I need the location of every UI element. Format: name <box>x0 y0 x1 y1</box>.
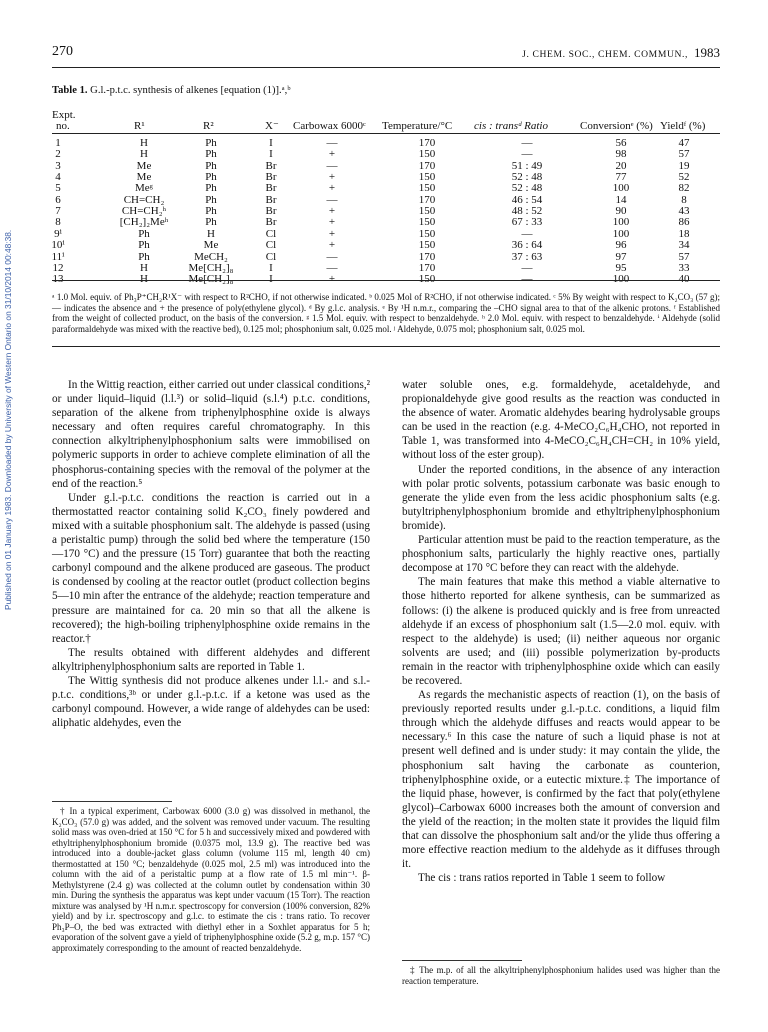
cell-conversion: 56 <box>615 137 627 149</box>
cell-x: Br <box>265 205 277 218</box>
cell-ratio: 52 : 48 <box>511 182 543 195</box>
cell-yield: 57 <box>678 148 690 161</box>
cell-r2: Ph <box>205 193 217 206</box>
table-bottom-rule <box>52 280 720 281</box>
cell-ratio: 51 : 49 <box>511 159 543 172</box>
cell-carbowax: + <box>328 171 336 184</box>
cell-carbowax: + <box>328 205 336 218</box>
cell-r2: Ph <box>205 148 217 161</box>
table-header <box>52 110 720 132</box>
cell-carbowax: + <box>328 216 336 229</box>
table-row <box>52 172 720 183</box>
header-no: no. <box>56 120 70 132</box>
cell-ratio: 36 : 64 <box>511 239 543 252</box>
cell-temperature: 150 <box>418 273 436 286</box>
table-title: G.l.-p.t.c. synthesis of alkenes [equation (1)].ᵃ,ᵇ <box>87 85 291 96</box>
cell-yield: 8 <box>681 193 687 206</box>
body-paragraph: The main features that make this method a viable alternative to those hitherto reported for alkene synthesis, can be summarized as follows: (i) the alkene is produced quickly and is free from unreacted aldehyde if an excess of phosphonium salt (1.5—2.0 mol. equiv. with respect to the aldehyde) is used; (ii) neither aqueous nor organic solvents are used; and (iii) possible polymerization by-products remain in the reactor with triphenylphosphine oxide which can easily be recovered. <box>402 576 720 687</box>
cell-r1: H <box>140 148 148 161</box>
cell-r1: Me <box>136 159 152 172</box>
cell-conversion: 98 <box>615 148 627 161</box>
journal-name: J. CHEM. SOC., CHEM. COMMUN., <box>522 49 688 60</box>
cell-conversion: 100 <box>612 273 630 286</box>
table-row <box>52 240 720 251</box>
table-row <box>52 263 720 274</box>
cell-ratio: — <box>521 261 533 274</box>
cell-yield: 82 <box>678 182 690 195</box>
cell-carbowax: + <box>328 273 336 286</box>
table-row <box>52 252 720 263</box>
table-row <box>52 195 720 206</box>
table-row <box>52 138 720 149</box>
cell-r1: H <box>140 273 148 286</box>
header-yield: Yieldᶠ (%) <box>660 120 706 132</box>
cell-carbowax: + <box>328 148 336 161</box>
cell-expt: 6 <box>55 193 61 206</box>
body-left-column <box>52 378 370 730</box>
table-header-rule <box>52 133 720 134</box>
table-row <box>52 149 720 160</box>
cell-temperature: 170 <box>418 250 436 263</box>
cell-carbowax: + <box>328 227 336 240</box>
cell-expt: 1 <box>55 137 61 149</box>
header-expt: Expt. <box>52 109 76 121</box>
cell-expt: 3 <box>55 159 61 172</box>
cell-yield: 34 <box>678 239 690 252</box>
cell-expt: 13 <box>52 273 64 286</box>
footnote-text: † In a typical experiment, Carbowax 6000 (3.0 g) was dissolved in methanol, the K₂CO₃ (57.0 g) was added, and the solvent was removed under vacuum. The resulting solid mass was oven-dried at 150 °C for 5 h and successively mixed and powdered with ethyltriphenylphosphonium bromide (0.0375 mol, 13.9 g). The reactive bed was introduced into a double-jacket glass column (volume 115 ml, length 40 cm) thermostatted at 150 °C; benzaldehyde (0.025 mol, 2.5 ml) was introduced into the column with the aid of a peristaltic pump at a flow rate of 1.5 ml min⁻¹. β-Methylstyrene (2.4 g) was collected at the column outlet by condensation within 30 min. During the synthesis the apparatus was kept under vacuum (15 Torr). The reaction mixture was analysed by ¹H n.m.r. spectroscopy for conversion (100% conversion, 82% yield) and by i.r. spectroscopy and g.l.c. to estimate the cis : trans ratio. To recover Ph₃P–O, the bed was extracted with diethyl ether in a Soxhlet apparatus for 5 h; evaporation of the solvent gave a yield of triphenylphosphine oxide (5.2 g, m.p. 157 °C) approximately corresponding to the amount of reacted benzaldehyde. <box>52 806 370 953</box>
cell-yield: 19 <box>678 159 690 172</box>
cell-ratio: 48 : 52 <box>511 205 543 218</box>
cell-x: I <box>269 137 273 149</box>
body-right-column <box>402 378 720 885</box>
cell-conversion: 100 <box>612 227 630 240</box>
cell-ratio: — <box>521 137 533 149</box>
cell-conversion: 100 <box>612 182 630 195</box>
cell-temperature: 170 <box>418 261 436 274</box>
cell-x: Br <box>265 216 277 229</box>
cell-ratio: — <box>521 227 533 240</box>
cell-x: Br <box>265 193 277 206</box>
header-x: X⁻ <box>265 120 279 132</box>
cell-temperature: 150 <box>418 182 436 195</box>
body-paragraph: The Wittig synthesis did not produce alkenes under l.l.- and s.l.-p.t.c. conditions,³ᵇ or under g.l.-p.t.c. if a ketone was used as the carbonyl compound. However, a wide range of aldehydes can be used: aliphatic aldehydes, even the <box>52 674 370 730</box>
cell-x: I <box>269 261 273 274</box>
cell-r1: Meᵍ <box>135 182 153 195</box>
cell-x: I <box>269 273 273 286</box>
cell-yield: 43 <box>678 205 690 218</box>
cell-ratio: 37 : 63 <box>511 250 543 263</box>
cell-carbowax: — <box>326 193 338 206</box>
cell-r2: Me <box>203 239 219 252</box>
cell-expt: 2 <box>55 148 61 161</box>
page-number: 270 <box>52 44 73 59</box>
footnote-double-dagger <box>402 965 720 986</box>
table-row <box>52 183 720 194</box>
cell-conversion: 20 <box>615 159 627 172</box>
cell-expt: 5 <box>55 182 61 195</box>
body-paragraph: Particular attention must be paid to the reaction temperature, as the phosphonium salts, particularly the highly reactive ones, partially decompose at 170 °C before they can react with the aldehyde. <box>402 534 720 575</box>
footnote-rule-right <box>402 960 522 961</box>
cell-conversion: 97 <box>615 250 627 263</box>
cell-x: Cl <box>265 227 277 240</box>
cell-ratio: 52 : 48 <box>511 171 543 184</box>
header-r1: R¹ <box>134 120 145 132</box>
cell-temperature: 170 <box>418 137 436 149</box>
cell-temperature: 150 <box>418 216 436 229</box>
body-paragraph: As regards the mechanistic aspects of reaction (1), on the basis of previously reported results under g.l.-p.t.c. conditions, a liquid film through which the aldehyde diffuses and reacts would appear to be necessary.⁶ In this case the nature of such a liquid phase is not at present well defined and is under study: it may contain the ylide, the phosphonium salt having the carbonate as counterion, triphenylphosphine oxide, or a eutectic mixture.‡ The importance of the liquid phase, however, is confirmed by the fact that poly(ethylene glycol)–Carbowax 6000 increases both the amount of conversion and the yield of the reaction; in the molten state it provides the liquid film that can dissolve the phosphonium salt and/or the ylide thus offering a more effective reaction medium to the aldehyde as it diffuses through it. <box>402 689 720 871</box>
cell-temperature: 170 <box>418 193 436 206</box>
cell-r1: Me <box>136 171 152 184</box>
cell-temperature: 150 <box>418 171 436 184</box>
cell-yield: 52 <box>678 171 690 184</box>
body-paragraph: In the Wittig reaction, either carried out under classical conditions,² or under liquid–liquid (l.l.³) or solid–liquid (s.l.⁴) p.t.c. conditions, separation of the alkene from triphenylphosphine oxide is always necessary and often requires careful chromatography. In this connection alkyltriphenylphosphonium salts were immobilised on polymeric supports in order to achieve complete elimination of all the phosphorus-containing species with the removal of the polymer at the end of the reaction.⁵ <box>52 379 370 490</box>
cell-temperature: 150 <box>418 148 436 161</box>
cell-carbowax: — <box>326 261 338 274</box>
cell-r2: Ph <box>205 159 217 172</box>
cell-ratio: — <box>521 273 533 286</box>
cell-r2: Ph <box>205 171 217 184</box>
cell-r1: Ph <box>138 250 150 263</box>
cell-conversion: 14 <box>615 193 627 206</box>
cell-yield: 33 <box>678 261 690 274</box>
table-row <box>52 161 720 172</box>
journal-title <box>522 45 720 61</box>
cell-r1: Ph <box>138 239 150 252</box>
cell-expt: 8 <box>55 216 61 229</box>
footnote-dagger <box>52 806 370 953</box>
header-ratio: cis : transᵈ Ratio <box>474 120 548 132</box>
cell-yield: 47 <box>678 137 690 149</box>
cell-temperature: 170 <box>418 159 436 172</box>
cell-carbowax: — <box>326 159 338 172</box>
cell-expt: 4 <box>55 171 61 184</box>
table-footnotes: ᵃ 1.0 Mol. equiv. of Ph₃P⁺CH₂R¹X⁻ with respect to R²CHO, if not otherwise indicated. ᵇ 0.025 Mol of R²CHO, if not otherwise indicated. ᶜ 5% By weight with respect to K₂CO₃ (57 g); — indicates the absence and + the presence of poly(ethylene glycol). ᵈ By g.l.c. analysis. ᵉ By ¹H n.m.r., comparing the –CHO signal area to that of the alkenic protons. ᶠ Established from the weight of collected product, on the basis of the conversion. ᵍ 1.5 Mol. equiv. with respect to benzaldehyde. ʰ 2.0 Mol. equiv. with respect to benzaldehyde. ⁱ Aldehyde (solid paraformaldehyde was mixed with the reactive bed), 0.125 mol; phosphonium salt, 0.025 mol. ʲ Aldehyde, 0.075 mol; phosphonium salt, 0.025 mol. <box>52 292 720 334</box>
running-header <box>52 44 720 62</box>
cell-yield: 18 <box>678 227 690 240</box>
journal-year: 1983 <box>694 45 720 60</box>
cell-ratio: 67 : 33 <box>511 216 543 229</box>
header-conversion: Conversionᵉ (%) <box>580 120 653 132</box>
cell-temperature: 150 <box>418 239 436 252</box>
download-watermark: Published on 01 January 1983. Downloaded by University of Western Ontario on 31/10/2014 00:48:38. <box>3 229 13 611</box>
cell-r1: H <box>140 137 148 149</box>
cell-yield: 57 <box>678 250 690 263</box>
body-paragraph: water soluble ones, e.g. formaldehyde, acetaldehyde, and propionaldehyde give good results as the reaction was conducted in the absence of water. Aromatic aldehydes bearing hydrolysable groups can be used in the reaction (e.g. 4-MeCO₂C₆H₄CHO, not reported in Table 1, was transformed into 4-MeCO₂C₆H₄CH=CH₂ in 10% yield, without loss of the ester group). <box>402 379 720 462</box>
cell-r2: H <box>207 227 215 240</box>
cell-x: I <box>269 148 273 161</box>
cell-conversion: 95 <box>615 261 627 274</box>
table-row <box>52 206 720 217</box>
cell-carbowax: — <box>326 137 338 149</box>
footnote-rule-left <box>52 801 172 802</box>
header-carbowax: Carbowax 6000ᶜ <box>293 120 366 132</box>
cell-yield: 40 <box>678 273 690 286</box>
cell-r1: [CH₂]₂Meʰ <box>119 216 169 229</box>
cell-r1: H <box>140 261 148 274</box>
cell-ratio: — <box>521 148 533 161</box>
body-paragraph: Under g.l.-p.t.c. conditions the reaction is carried out in a thermostatted reactor containing solid K₂CO₃ finely powdered and mixed with a suitable phosphonium salt. The aldehyde is passed (using a peristaltic pump) through the solid bed where the temperature (150—170 °C) and the pressure (15 Torr) guarantee that both the reacting carbonyl compound and the alkene produced are gaseous. The product is condensed by cooling at the reactor outlet (product collection begins 5—10 min after the entrance of the aldehyde; reaction temperature and pressure are maintained for ca. 20 min so that all the alkene is recovered); the high-boiling triphenylphosphine oxide remains in the reactor.† <box>52 491 370 645</box>
table-label: Table 1. <box>52 85 88 96</box>
cell-expt: 12 <box>52 261 64 274</box>
body-paragraph: The cis : trans ratios reported in Table 1 seem to follow <box>418 872 666 885</box>
cell-conversion: 90 <box>615 205 627 218</box>
header-rule <box>52 67 720 68</box>
cell-conversion: 96 <box>615 239 627 252</box>
body-paragraph: Under the reported conditions, in the absence of any interaction with polar protic solvents, potassium carbonate was basic enough to generate the ylide even from the less acidic phosphonium salts (e.g. butyltriphenylphosphonium bromide and ethyltriphenylphosphonium bromide). <box>402 463 720 532</box>
cell-expt: 9ⁱ <box>54 227 62 240</box>
cell-r2: Ph <box>205 216 217 229</box>
cell-expt: 7 <box>55 205 61 218</box>
cell-x: Br <box>265 159 277 172</box>
cell-carbowax: + <box>328 182 336 195</box>
cell-x: Cl <box>265 239 277 252</box>
cell-x: Cl <box>265 250 277 263</box>
cell-r2: Ph <box>205 205 217 218</box>
cell-r2: Ph <box>205 182 217 195</box>
cell-carbowax: + <box>328 239 336 252</box>
cell-r2: MeCH₂ <box>194 250 228 263</box>
cell-expt: 10ⁱ <box>51 239 65 252</box>
cell-ratio: 46 : 54 <box>511 193 543 206</box>
body-paragraph: The results obtained with different aldehydes and different alkyltriphenylphosphonium salts are reported in Table 1. <box>52 646 370 673</box>
header-temperature: Temperature/°C <box>382 120 453 132</box>
table-row <box>52 217 720 228</box>
cell-conversion: 77 <box>615 171 627 184</box>
cell-r2: Me[CH₂]₈ <box>188 261 234 274</box>
cell-yield: 86 <box>678 216 690 229</box>
cell-conversion: 100 <box>612 216 630 229</box>
cell-r1: Ph <box>138 227 150 240</box>
cell-carbowax: — <box>326 250 338 263</box>
cell-r2: Me[CH₂]₈ <box>188 273 234 286</box>
cell-r1: CH=CH₂ʰ <box>121 205 167 218</box>
cell-x: Br <box>265 182 277 195</box>
cell-r2: Ph <box>205 137 217 149</box>
header-r2: R² <box>203 120 214 132</box>
cell-expt: 11ⁱ <box>51 250 65 263</box>
table-row <box>52 229 720 240</box>
table-caption <box>52 85 291 96</box>
cell-temperature: 150 <box>418 205 436 218</box>
cell-temperature: 150 <box>418 227 436 240</box>
cell-r1: CH=CH₂ <box>123 193 165 206</box>
footnote-text: ‡ The m.p. of all the alkyltriphenylphosphonium halides used was higher than the reaction temperature. <box>402 965 720 986</box>
table-end-rule <box>52 346 720 347</box>
cell-x: Br <box>265 171 277 184</box>
